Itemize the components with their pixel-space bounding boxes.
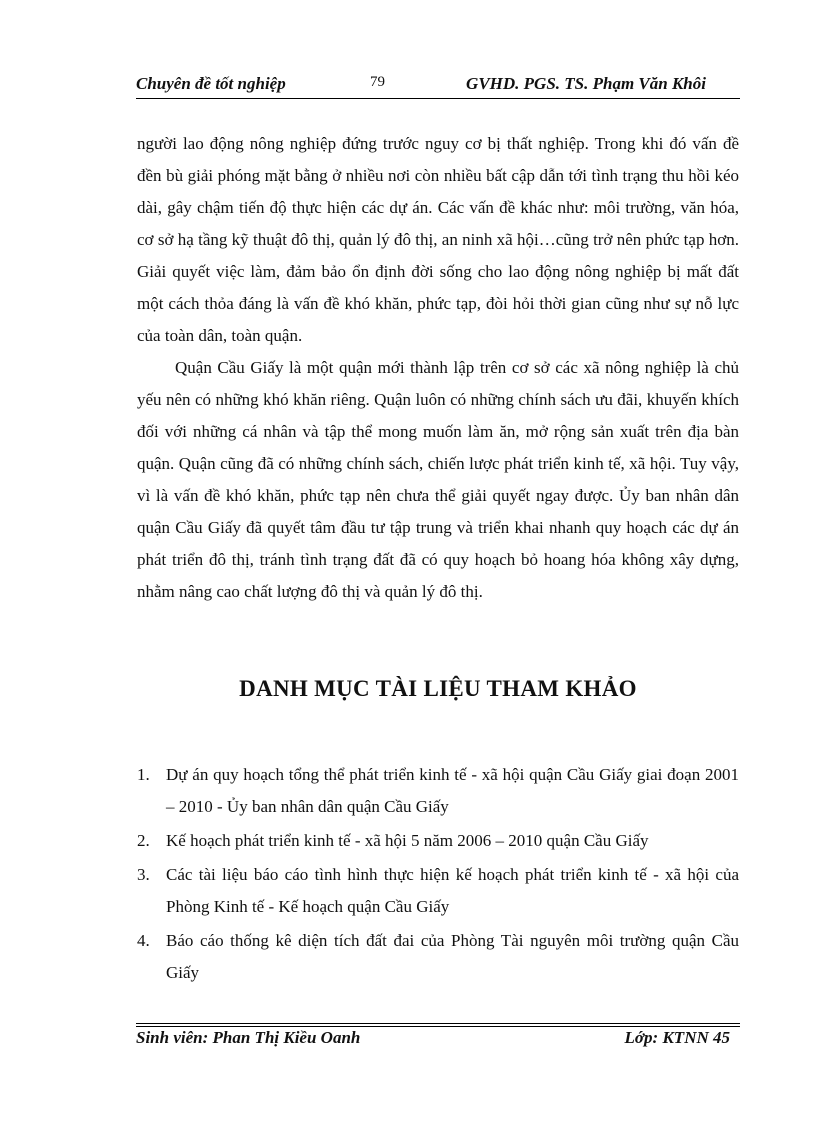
reference-text: Các tài liệu báo cáo tình hình thực hiện kế hoạch phát triển kinh tế - xã hội của Phòng Kinh tế - Kế hoạch quận Cầu Giấy — [166, 865, 739, 916]
reference-number: 3. — [137, 865, 150, 884]
footer-rule-bottom — [136, 1026, 740, 1027]
reference-item — [137, 825, 739, 857]
header-rule — [136, 98, 740, 99]
reference-item — [137, 859, 739, 923]
reference-text: Kế hoạch phát triển kinh tế - xã hội 5 năm 2006 – 2010 quận Cầu Giấy — [166, 831, 649, 850]
reference-item — [137, 759, 739, 823]
reference-text: Báo cáo thống kê diện tích đất đai của Phòng Tài nguyên môi trường quận Cầu Giấy — [166, 931, 739, 982]
page-number: 79 — [370, 74, 385, 90]
header-document-type: Chuyên đề tốt nghiệp — [136, 74, 286, 93]
footer-class: Lớp: KTNN 45 — [624, 1028, 730, 1047]
body-text — [137, 128, 739, 608]
footer-rule-top — [136, 1023, 740, 1024]
references-list — [137, 759, 739, 991]
reference-text: Dự án quy hoạch tổng thể phát triển kinh tế - xã hội quận Cầu Giấy giai đoạn 2001 – 2010 - Ủy ban nhân dân quận Cầu Giấy — [166, 765, 739, 816]
references-title: DANH MỤC TÀI LIỆU THAM KHẢO — [239, 676, 637, 701]
body-paragraph-1: người lao động nông nghiệp đứng trước nguy cơ bị thất nghiệp. Trong khi đó vấn đề đền bù giải phóng mặt bằng ở nhiều nơi còn nhiều bất cập dẫn tới tình trạng thu hồi kéo dài, gây chậm tiến độ thực hiện các dự án. Các vấn đề khác như: môi trường, văn hóa, cơ sở hạ tầng kỹ thuật đô thị, quản lý đô thị, an ninh xã hội…cũng trở nên phức tạp hơn. Giải quyết việc làm, đảm bảo ổn định đời sống cho lao động nông nghiệp bị mất đất một cách thỏa đáng là vấn đề khó khăn, phức tạp, đòi hỏi thời gian cũng như sự nỗ lực của toàn dân, toàn quận. — [137, 134, 739, 345]
reference-number: 1. — [137, 765, 150, 784]
reference-number: 4. — [137, 931, 150, 950]
reference-number: 2. — [137, 831, 150, 850]
page-header — [136, 74, 740, 96]
footer-student: Sinh viên: Phan Thị Kiều Oanh — [136, 1028, 361, 1047]
reference-item — [137, 925, 739, 989]
header-supervisor: GVHD. PGS. TS. Phạm Văn Khôi — [466, 74, 706, 93]
body-paragraph-2: Quận Cầu Giấy là một quận mới thành lập trên cơ sở các xã nông nghiệp là chủ yếu nên có những khó khăn riêng. Quận luôn có những chính sách ưu đãi, khuyến khích đối với những cá nhân và tập thể mong muốn làm ăn, mở rộng sản xuất trên địa bàn quận. Quận cũng đã có những chính sách, chiến lược phát triển kinh tế, xã hội. Tuy vậy, vì là vấn đề khó khăn, phức tạp nên chưa thể giải quyết ngay được. Ủy ban nhân dân quận Cầu Giấy đã quyết tâm đầu tư tập trung và triển khai nhanh quy hoạch các dự án phát triển đô thị, tránh tình trạng đất đã có quy hoạch bỏ hoang hóa không xây dựng, nhằm nâng cao chất lượng đô thị và quản lý đô thị. — [137, 358, 739, 601]
